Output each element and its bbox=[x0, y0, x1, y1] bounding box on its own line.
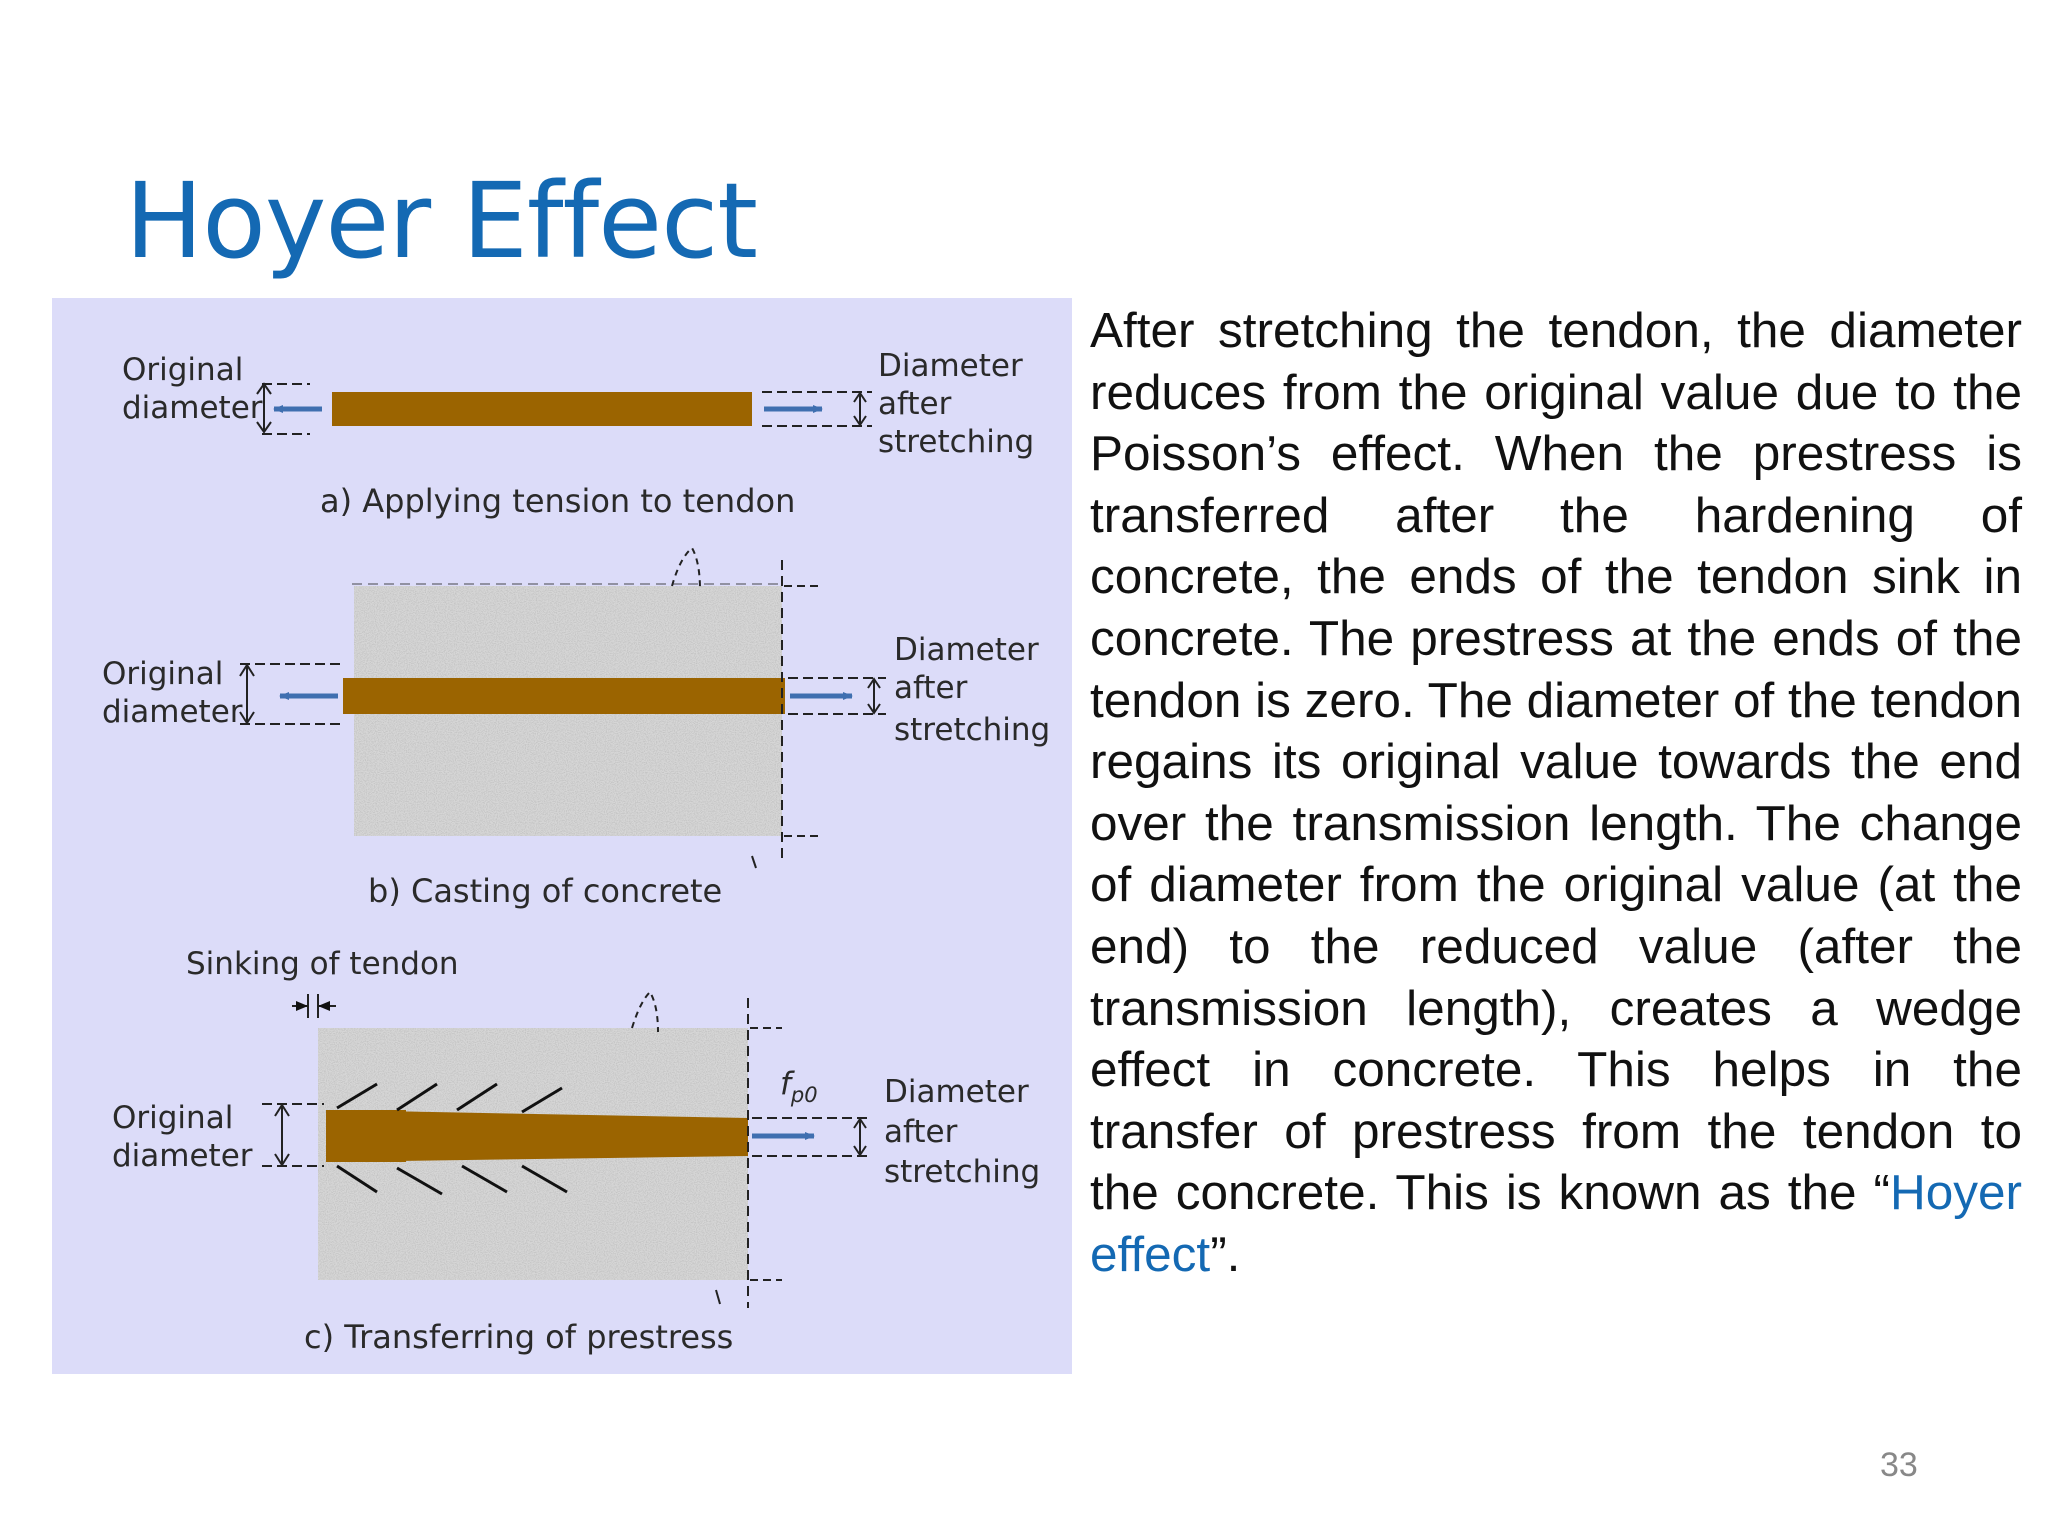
tendon-a bbox=[332, 392, 752, 426]
panel-a-caption: a) Applying tension to tendon bbox=[320, 482, 796, 520]
slide-title: Hoyer Effect bbox=[125, 160, 758, 282]
panel-c-after-label-line3: stretching bbox=[884, 1154, 1041, 1190]
tendon-b bbox=[343, 678, 785, 714]
panel-a-original-label-line1: Original bbox=[122, 352, 244, 388]
hoyer-effect-figure bbox=[52, 298, 1072, 1374]
description-main: After stretching the tendon, the diameter reduces from the original value due to the Poisson’s effect. When the prestress is transferred after the hardening of concrete, the ends of the tendon sink in concrete. The prestress at the ends of the tendon is zero. The diameter of the tendon regains its original value towards the end over the transmission length. The change of diameter from the original value (at the end) to the reduced value (after the transmission length), creates a wedge effect in concrete. This helps in the transfer of prestress from the tendon to the concrete. This is known as the bbox=[1090, 303, 2022, 1221]
page-number: 33 bbox=[1880, 1446, 1918, 1484]
panel-b bbox=[102, 548, 1050, 910]
quote-open: “ bbox=[1873, 1165, 1890, 1221]
original-diameter-dimension-a bbox=[257, 384, 322, 434]
panel-a-after-label-line2: after bbox=[878, 386, 952, 422]
panel-c-caption: c) Transferring of prestress bbox=[304, 1318, 734, 1356]
diameter-after-stretching-dimension-a bbox=[762, 392, 872, 426]
panel-b-original-label-line1: Original bbox=[102, 656, 224, 692]
original-diameter-dimension-c bbox=[262, 1104, 324, 1166]
panel-b-after-label-line2: after bbox=[894, 670, 968, 706]
force-label: $f_{p0}$ bbox=[780, 1066, 818, 1107]
panel-c-original-label-line2: diameter bbox=[112, 1138, 253, 1174]
panel-b-original-label-line2: diameter bbox=[102, 694, 243, 730]
sinking-dimension bbox=[292, 994, 336, 1018]
original-diameter-dimension-b bbox=[240, 664, 344, 724]
panel-c bbox=[112, 946, 1040, 1356]
panel-a-after-label-line1: Diameter bbox=[878, 348, 1023, 384]
panel-b-after-label-line3: stretching bbox=[894, 712, 1051, 748]
hoyer-effect-highlight: Hoyer effect bbox=[1090, 1165, 2022, 1282]
panel-a bbox=[122, 348, 1034, 520]
sinking-of-tendon-label: Sinking of tendon bbox=[186, 946, 459, 982]
diameter-after-stretching-dimension-c bbox=[752, 1118, 868, 1156]
panel-a-after-label-line3: stretching bbox=[878, 424, 1035, 460]
hoyer-effect-description bbox=[1090, 300, 2022, 1286]
panel-c-after-label-line2: after bbox=[884, 1114, 958, 1150]
hoyer-effect-diagram bbox=[52, 298, 1072, 1374]
panel-b-caption: b) Casting of concrete bbox=[368, 872, 723, 910]
panel-c-after-label-line1: Diameter bbox=[884, 1074, 1029, 1110]
diameter-after-stretching-dimension-b bbox=[788, 678, 886, 714]
panel-c-original-label-line1: Original bbox=[112, 1100, 234, 1136]
panel-b-after-label-line1: Diameter bbox=[894, 632, 1039, 668]
panel-a-original-label-line2: diameter bbox=[122, 390, 263, 426]
quote-close: ”. bbox=[1210, 1226, 1241, 1282]
